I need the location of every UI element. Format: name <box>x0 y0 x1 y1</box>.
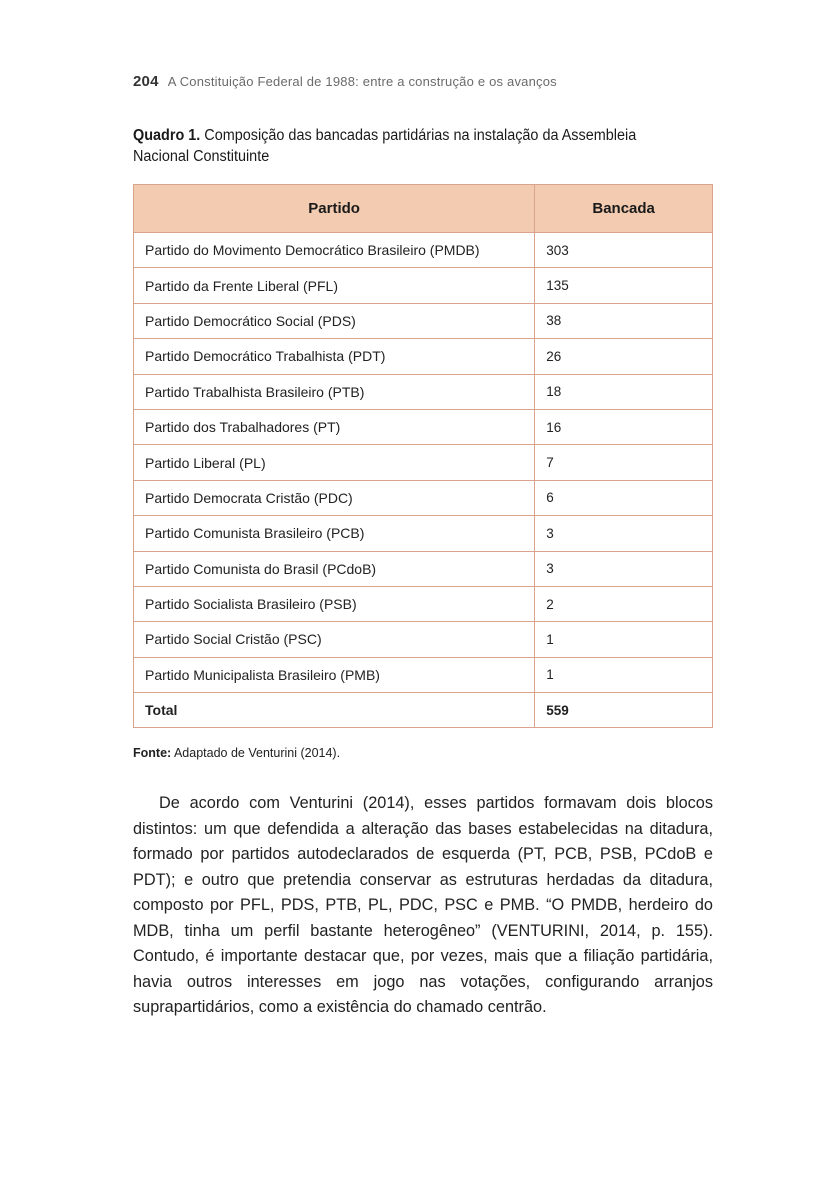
party-name: Partido Liberal (PL) <box>134 445 535 480</box>
table-header-row <box>134 185 713 233</box>
table-row <box>134 374 713 409</box>
party-name: Partido Socialista Brasileiro (PSB) <box>134 586 535 621</box>
party-name: Partido Comunista do Brasil (PCdoB) <box>134 551 535 586</box>
table-row <box>134 586 713 621</box>
seat-count: 3 <box>535 516 713 551</box>
seat-count: 7 <box>535 445 713 480</box>
table-row <box>134 339 713 374</box>
table-row <box>134 480 713 515</box>
table-row <box>134 233 713 268</box>
seat-count: 3 <box>535 551 713 586</box>
table-row <box>134 409 713 444</box>
party-name: Partido dos Trabalhadores (PT) <box>134 409 535 444</box>
party-composition-table <box>133 184 713 728</box>
source-label: Fonte: <box>133 746 172 760</box>
party-name: Partido da Frente Liberal (PFL) <box>134 268 535 303</box>
table-row <box>134 303 713 338</box>
total-label: Total <box>134 693 535 728</box>
header-partido: Partido <box>134 185 535 233</box>
seat-count: 18 <box>535 374 713 409</box>
table-row <box>134 516 713 551</box>
table-row <box>134 622 713 657</box>
source-text: Adaptado de Venturini (2014). <box>171 746 341 760</box>
party-name: Partido Democrático Trabalhista (PDT) <box>134 339 535 374</box>
table-row <box>134 445 713 480</box>
header-bancada: Bancada <box>535 185 713 233</box>
table-row <box>134 551 713 586</box>
page-number: 204 <box>133 73 159 90</box>
party-name: Partido Municipalista Brasileiro (PMB) <box>134 657 535 692</box>
table-total-row <box>134 693 713 728</box>
table-row <box>134 268 713 303</box>
seat-count: 303 <box>535 233 713 268</box>
party-name: Partido Democrata Cristão (PDC) <box>134 480 535 515</box>
caption-text: Composição das bancadas partidárias na instalação da Assembleia Nacional Constituinte <box>133 127 637 165</box>
seat-count: 38 <box>535 303 713 338</box>
seat-count: 135 <box>535 268 713 303</box>
seat-count: 2 <box>535 586 713 621</box>
table-caption <box>133 125 677 167</box>
seat-count: 6 <box>535 480 713 515</box>
book-title: A Constituição Federal de 1988: entre a construção e os avanços <box>167 74 557 89</box>
seat-count: 26 <box>535 339 713 374</box>
party-name: Partido Democrático Social (PDS) <box>134 303 535 338</box>
seat-count: 1 <box>535 622 713 657</box>
body-paragraph: De acordo com Venturini (2014), esses partidos formavam dois blocos distintos: um que defendida a alteração das bases estabelecidas na ditadura, formado por partidos autodeclarados de esquerda (PT, PCB, PSB, PCdoB e PDT); e outro que pretendia conservar as estruturas herdadas da ditadura, composto por PFL, PDS, PTB, PL, PDC, PSC e PMB. “O PMDB, herdeiro do MDB, tinha um perfil bastante heterogêneo” (VENTURINI, 2014, p. 155). Contudo, é importante destacar que, por vezes, mais que a filiação partidária, havia outros interesses em jogo nas votações, configurando arranjos suprapartidários, como a existência do chamado centrão. <box>133 794 713 1016</box>
party-name: Partido Social Cristão (PSC) <box>134 622 535 657</box>
party-name: Partido do Movimento Democrático Brasileiro (PMDB) <box>134 233 535 268</box>
table-row <box>134 657 713 692</box>
seat-count: 1 <box>535 657 713 692</box>
party-name: Partido Trabalhista Brasileiro (PTB) <box>134 374 535 409</box>
caption-label: Quadro 1. <box>133 127 201 144</box>
total-value: 559 <box>535 693 713 728</box>
seat-count: 16 <box>535 409 713 444</box>
running-head <box>133 73 557 90</box>
table-source-note <box>133 746 340 760</box>
party-name: Partido Comunista Brasileiro (PCB) <box>134 516 535 551</box>
